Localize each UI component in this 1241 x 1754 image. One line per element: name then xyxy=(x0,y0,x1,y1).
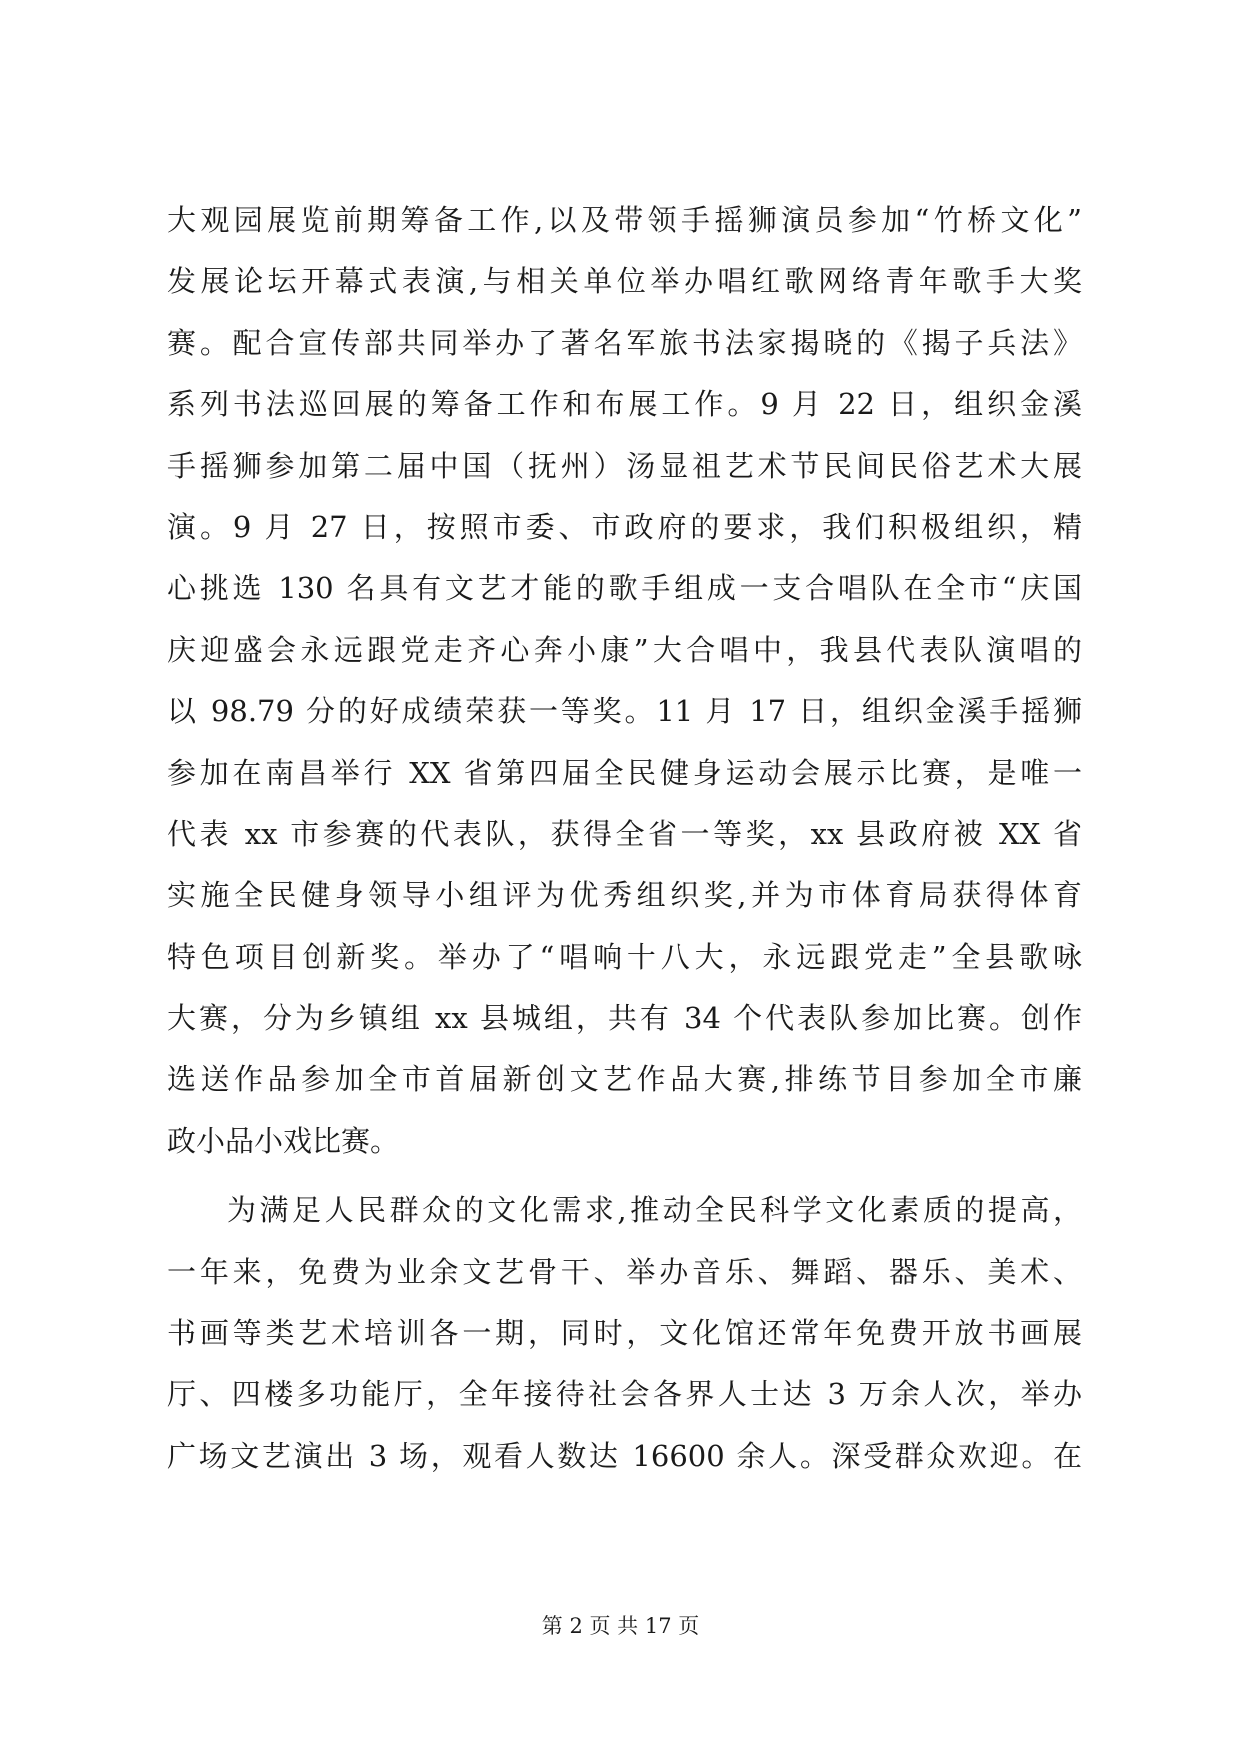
text-line: 大观园展览前期筹备工作,以及带领手摇狮演员参加“竹桥文化” xyxy=(167,203,1082,237)
text-line: 选送作品参加全市首届新创文艺作品大赛,排练节目参加全市廉 xyxy=(167,1062,1082,1097)
text-line: 代表 xx 市参赛的代表队，获得全省一等奖，xx 县政府被 XX 省 xyxy=(167,816,1082,851)
text-line: 演。9 月 27 日，按照市委、市政府的要求，我们积极组织，精 xyxy=(167,509,1082,544)
paragraph-gap xyxy=(167,1172,1082,1180)
text-line: 大赛，分为乡镇组 xx 县城组，共有 34 个代表队参加比赛。创作 xyxy=(167,1001,1082,1036)
text-line: 庆迎盛会永远跟党走齐心奔小康”大合唱中，我县代表队演唱的 xyxy=(167,632,1082,667)
text-line: 一年来，免费为业余文艺骨干、举办音乐、舞蹈、器乐、美术、 xyxy=(167,1254,1082,1289)
text-line: 为满足人民群众的文化需求,推动全民科学文化素质的提高， xyxy=(227,1193,1082,1228)
text-line: 手摇狮参加第二届中国（抚州）汤显祖艺术节民间民俗艺术大展 xyxy=(167,448,1082,483)
text-line: 书画等类艺术培训各一期，同时，文化馆还常年免费开放书画展 xyxy=(167,1316,1082,1351)
text-line: 广场文艺演出 3 场，观看人数达 16600 余人。深受群众欢迎。在 xyxy=(167,1438,1082,1473)
text-line: 赛。配合宣传部共同举办了著名军旅书法家揭晓的《揭子兵法》 xyxy=(167,325,1082,360)
text-line: 实施全民健身领导小组评为优秀组织奖,并为市体育局获得体育 xyxy=(167,878,1082,913)
text-line: 心挑选 130 名具有文艺才能的歌手组成一支合唱队在全市“庆国 xyxy=(167,571,1082,606)
text-line: 以 98.79 分的好成绩荣获一等奖。11 月 17 日，组织金溪手摇狮 xyxy=(167,694,1082,729)
document-body xyxy=(167,190,1082,1487)
text-line: 参加在南昌举行 XX 省第四届全民健身运动会展示比赛，是唯一 xyxy=(167,755,1082,790)
text-line: 系列书法巡回展的筹备工作和布展工作。9 月 22 日，组织金溪 xyxy=(167,387,1082,422)
paragraph-2 xyxy=(167,1180,1082,1487)
page-number-label: 第 2 页 共 17 页 xyxy=(541,1614,700,1638)
page-footer xyxy=(0,1610,1241,1640)
paragraph-1 xyxy=(167,190,1082,1172)
text-line: 发展论坛开幕式表演,与相关单位举办唱红歌网络青年歌手大奖 xyxy=(167,264,1082,299)
text-line: 厅、四楼多功能厅，全年接待社会各界人士达 3 万余人次，举办 xyxy=(167,1377,1082,1412)
text-line: 特色项目创新奖。举办了“唱响十八大，永远跟党走”全县歌咏 xyxy=(167,939,1082,974)
text-line: 政小品小戏比赛。 xyxy=(167,1123,400,1158)
